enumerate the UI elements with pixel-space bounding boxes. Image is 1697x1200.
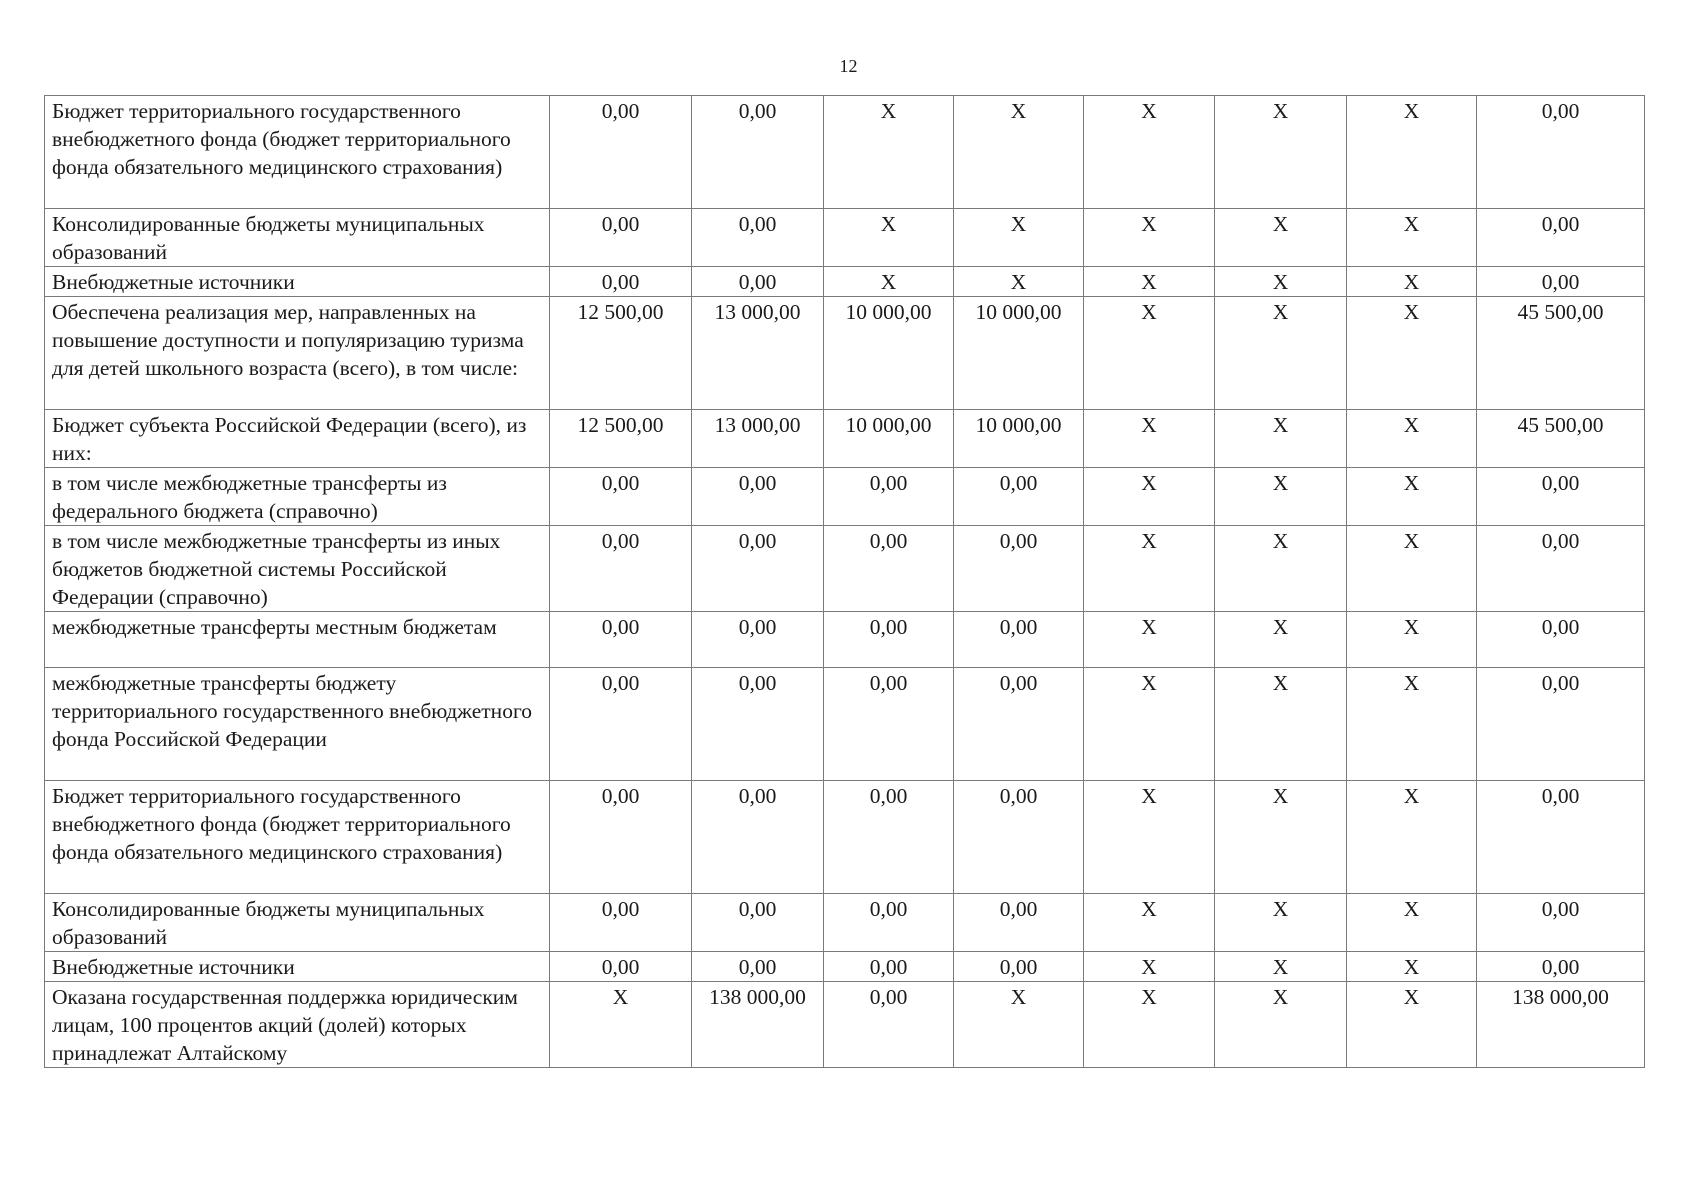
value-cell: 0,00 xyxy=(1477,209,1645,267)
value-cell: 0,00 xyxy=(954,894,1084,952)
value-cell: X xyxy=(824,267,954,297)
table-row xyxy=(45,894,1645,952)
value-cell: 0,00 xyxy=(692,96,824,209)
value-cell: X xyxy=(1084,468,1215,526)
value-cell: X xyxy=(1347,468,1477,526)
value-cell: 0,00 xyxy=(1477,526,1645,612)
value-cell: X xyxy=(550,982,692,1068)
value-cell: 0,00 xyxy=(824,982,954,1068)
value-cell: X xyxy=(824,209,954,267)
row-label: Консолидированные бюджеты муниципальных образований xyxy=(45,894,550,952)
table-row xyxy=(45,526,1645,612)
table-row xyxy=(45,982,1645,1068)
value-cell: X xyxy=(1215,894,1347,952)
value-cell: X xyxy=(1215,410,1347,468)
value-cell: X xyxy=(1347,209,1477,267)
value-cell: 0,00 xyxy=(954,526,1084,612)
value-cell: 0,00 xyxy=(692,468,824,526)
value-cell: 0,00 xyxy=(824,894,954,952)
value-cell: X xyxy=(1084,297,1215,410)
value-cell: X xyxy=(1347,894,1477,952)
value-cell: 0,00 xyxy=(824,781,954,894)
value-cell: X xyxy=(954,982,1084,1068)
value-cell: 0,00 xyxy=(1477,267,1645,297)
value-cell: X xyxy=(1347,267,1477,297)
value-cell: X xyxy=(824,96,954,209)
table-body xyxy=(45,96,1645,1068)
value-cell: 0,00 xyxy=(1477,612,1645,668)
value-cell: 0,00 xyxy=(692,209,824,267)
value-cell: X xyxy=(1347,612,1477,668)
table-row xyxy=(45,468,1645,526)
table-row xyxy=(45,209,1645,267)
value-cell: X xyxy=(1215,668,1347,781)
row-label: Бюджет субъекта Российской Федерации (всего), из них: xyxy=(45,410,550,468)
value-cell: 0,00 xyxy=(824,612,954,668)
value-cell: 0,00 xyxy=(1477,781,1645,894)
budget-table xyxy=(44,95,1645,1068)
value-cell: 0,00 xyxy=(954,468,1084,526)
value-cell: 0,00 xyxy=(1477,894,1645,952)
value-cell: 0,00 xyxy=(692,781,824,894)
value-cell: 0,00 xyxy=(954,781,1084,894)
table-row xyxy=(45,952,1645,982)
value-cell: X xyxy=(954,96,1084,209)
value-cell: 0,00 xyxy=(824,668,954,781)
value-cell: 45 500,00 xyxy=(1477,410,1645,468)
value-cell: 0,00 xyxy=(954,952,1084,982)
row-label: межбюджетные трансферты бюджету территориального государственного внебюджетного фонда Российской Федерации xyxy=(45,668,550,781)
value-cell: X xyxy=(1347,982,1477,1068)
row-label: в том числе межбюджетные трансферты из федерального бюджета (справочно) xyxy=(45,468,550,526)
table-row xyxy=(45,96,1645,209)
value-cell: X xyxy=(1215,96,1347,209)
value-cell: 12 500,00 xyxy=(550,410,692,468)
value-cell: 13 000,00 xyxy=(692,297,824,410)
value-cell: 0,00 xyxy=(550,952,692,982)
row-label: Внебюджетные источники xyxy=(45,952,550,982)
value-cell: 12 500,00 xyxy=(550,297,692,410)
value-cell: 0,00 xyxy=(550,468,692,526)
value-cell: 0,00 xyxy=(692,668,824,781)
value-cell: 138 000,00 xyxy=(692,982,824,1068)
page-number: 12 xyxy=(839,56,858,76)
value-cell: X xyxy=(1084,982,1215,1068)
row-label: в том числе межбюджетные трансферты из иных бюджетов бюджетной системы Российской Федерации (справочно) xyxy=(45,526,550,612)
value-cell: 0,00 xyxy=(550,894,692,952)
value-cell: X xyxy=(954,209,1084,267)
row-label: Консолидированные бюджеты муниципальных образований xyxy=(45,209,550,267)
value-cell: 0,00 xyxy=(550,612,692,668)
value-cell: X xyxy=(1215,526,1347,612)
value-cell: X xyxy=(1084,526,1215,612)
value-cell: X xyxy=(1347,781,1477,894)
value-cell: 13 000,00 xyxy=(692,410,824,468)
row-label: Внебюджетные источники xyxy=(45,267,550,297)
value-cell: X xyxy=(1084,410,1215,468)
value-cell: 10 000,00 xyxy=(954,297,1084,410)
value-cell: X xyxy=(1215,612,1347,668)
row-label: Оказана государственная поддержка юридическим лицам, 100 процентов акций (долей) которых принадлежат Алтайскому xyxy=(45,982,550,1068)
value-cell: X xyxy=(1215,952,1347,982)
value-cell: X xyxy=(1215,468,1347,526)
table-row xyxy=(45,267,1645,297)
value-cell: 0,00 xyxy=(1477,668,1645,781)
value-cell: 0,00 xyxy=(692,952,824,982)
value-cell: 0,00 xyxy=(692,612,824,668)
value-cell: X xyxy=(1347,96,1477,209)
value-cell: 0,00 xyxy=(550,209,692,267)
value-cell: X xyxy=(1347,668,1477,781)
row-label: Обеспечена реализация мер, направленных на повышение доступности и популяризацию туризма для детей школьного возраста (всего), в том числе: xyxy=(45,297,550,410)
table-row xyxy=(45,781,1645,894)
value-cell: 138 000,00 xyxy=(1477,982,1645,1068)
value-cell: 0,00 xyxy=(1477,468,1645,526)
table-row xyxy=(45,297,1645,410)
value-cell: 0,00 xyxy=(550,267,692,297)
value-cell: 0,00 xyxy=(692,526,824,612)
value-cell: 10 000,00 xyxy=(954,410,1084,468)
value-cell: X xyxy=(1084,96,1215,209)
value-cell: 0,00 xyxy=(550,668,692,781)
value-cell: 0,00 xyxy=(954,612,1084,668)
table-row xyxy=(45,668,1645,781)
value-cell: X xyxy=(1347,952,1477,982)
row-label: межбюджетные трансферты местным бюджетам xyxy=(45,612,550,668)
value-cell: 0,00 xyxy=(692,267,824,297)
value-cell: X xyxy=(1084,894,1215,952)
row-label: Бюджет территориального государственного внебюджетного фонда (бюджет территориального фонда обязательного медицинского страхования) xyxy=(45,781,550,894)
value-cell: 0,00 xyxy=(550,96,692,209)
value-cell: X xyxy=(1084,952,1215,982)
value-cell: 0,00 xyxy=(954,668,1084,781)
value-cell: 0,00 xyxy=(1477,952,1645,982)
value-cell: X xyxy=(1347,410,1477,468)
value-cell: X xyxy=(1347,297,1477,410)
value-cell: 0,00 xyxy=(824,468,954,526)
value-cell: 0,00 xyxy=(824,952,954,982)
value-cell: 10 000,00 xyxy=(824,297,954,410)
value-cell: X xyxy=(1215,781,1347,894)
value-cell: X xyxy=(954,267,1084,297)
value-cell: X xyxy=(1215,982,1347,1068)
value-cell: 10 000,00 xyxy=(824,410,954,468)
value-cell: X xyxy=(1084,209,1215,267)
value-cell: 45 500,00 xyxy=(1477,297,1645,410)
value-cell: 0,00 xyxy=(692,894,824,952)
value-cell: X xyxy=(1215,267,1347,297)
value-cell: X xyxy=(1347,526,1477,612)
value-cell: X xyxy=(1084,668,1215,781)
table-row xyxy=(45,410,1645,468)
value-cell: X xyxy=(1084,781,1215,894)
row-label: Бюджет территориального государственного внебюджетного фонда (бюджет территориального фонда обязательного медицинского страхования) xyxy=(45,96,550,209)
value-cell: 0,00 xyxy=(824,526,954,612)
value-cell: 0,00 xyxy=(550,781,692,894)
value-cell: X xyxy=(1215,209,1347,267)
value-cell: X xyxy=(1084,267,1215,297)
value-cell: 0,00 xyxy=(1477,96,1645,209)
value-cell: X xyxy=(1215,297,1347,410)
value-cell: 0,00 xyxy=(550,526,692,612)
value-cell: X xyxy=(1084,612,1215,668)
table-row xyxy=(45,612,1645,668)
